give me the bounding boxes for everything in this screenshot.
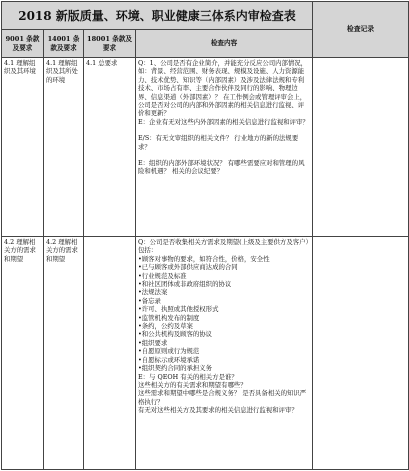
clause-18001-4-1: 4.1 总要求	[84, 58, 136, 237]
content-line: E：组织的内部外部环境状况？ 有哪些需要应对和管理的风险和机遇？ 相关的会议纪要？	[138, 159, 305, 176]
list-item: •组织契约合同的承担义务	[138, 364, 213, 373]
header-9001: 9001 条款及要求	[2, 30, 44, 58]
list-item: •许可、执照或其他授权形式	[138, 305, 219, 314]
list-item: •备忘录	[138, 296, 161, 305]
record-cell-4-2	[313, 237, 409, 470]
check-content-4-1	[136, 58, 313, 237]
list-item: •自愿原则或行为规范	[138, 347, 200, 356]
list-item: •顾客对事物的要求，如符合性，价格，安全性	[138, 254, 270, 263]
header-record: 检查记录	[313, 2, 409, 58]
audit-checklist-table	[1, 1, 409, 470]
list-item: •已与顾客或外部供应商达成的合同	[138, 263, 238, 272]
header-14001: 14001 条款及要求	[44, 30, 84, 58]
content-line: 这些相关方的有关需求和期望有哪些？	[138, 380, 247, 389]
content-line: E：与 QEOH 有关的相关方是谁？	[138, 372, 238, 381]
clause-9001-4-2: 4.2 理解相关方的需求和期望	[2, 237, 44, 470]
list-item: •自愿标示或环境承诺	[138, 355, 200, 364]
list-item: •和社区团体或非政府组织的协议	[138, 280, 232, 289]
list-item: •和公共机构及顾客的协议	[138, 330, 213, 339]
title-row	[2, 2, 409, 30]
header-content: 检查内容	[136, 30, 313, 58]
list-item: •行业规范及标准	[138, 271, 187, 280]
content-line: E：企业有无对这些内外部因素的相关信息进行监视和评审？	[138, 117, 309, 126]
list-item: •组织要求	[138, 338, 168, 347]
content-line: E/S：有无文审组织的相关文件？ 行业地方的新的法规要求？	[138, 134, 299, 151]
content-line: Q：公司是否收集相关方需求及期望(上级及主要供方及客户）包括：	[138, 238, 309, 255]
clause-18001-4-2	[84, 237, 136, 470]
content-line: 有无对这些相关方及其要求的相关信息进行监视和评审？	[138, 406, 298, 415]
clause-14001-4-1: 4.1 理解组织及其所处的环境	[44, 58, 84, 237]
list-item: •法规法案	[138, 288, 168, 297]
table-row	[2, 237, 409, 470]
page-title: 2018 新版质量、环境、职业健康三体系内审检查表	[2, 2, 313, 30]
check-content-4-2	[136, 237, 313, 470]
list-item: •条约，公约及草案	[138, 322, 193, 331]
header-18001: 18001 条款及要求	[84, 30, 136, 58]
content-line: Q：1、公司是否有企业简介，并能充分反应公司内部情况，如：背景、经营范围、财务表现、规模及设施、人力资源能力、技术优势、知识等（内部因素）及涉及法律法规和专利技术、市场占有率、主要合作伙伴及同行的影响、物理边界、信息渠道（外部因素）？ 在工作例会或管理评审会上，公司是否对公司的内部和外部因素的相关信息进行监视、评价和更新？	[138, 59, 308, 118]
list-item: •监管机构发布的制度	[138, 313, 200, 322]
table-row	[2, 58, 409, 237]
record-cell-4-1	[313, 58, 409, 237]
clause-9001-4-1: 4.1 理解组织及其环境	[2, 58, 44, 237]
clause-14001-4-2: 4.2 理解相关方的需求和期望	[44, 237, 84, 470]
content-line: 这些需求和期望中哪些是合规义务？ 是否具备相关的知识严格执行？	[138, 389, 307, 406]
